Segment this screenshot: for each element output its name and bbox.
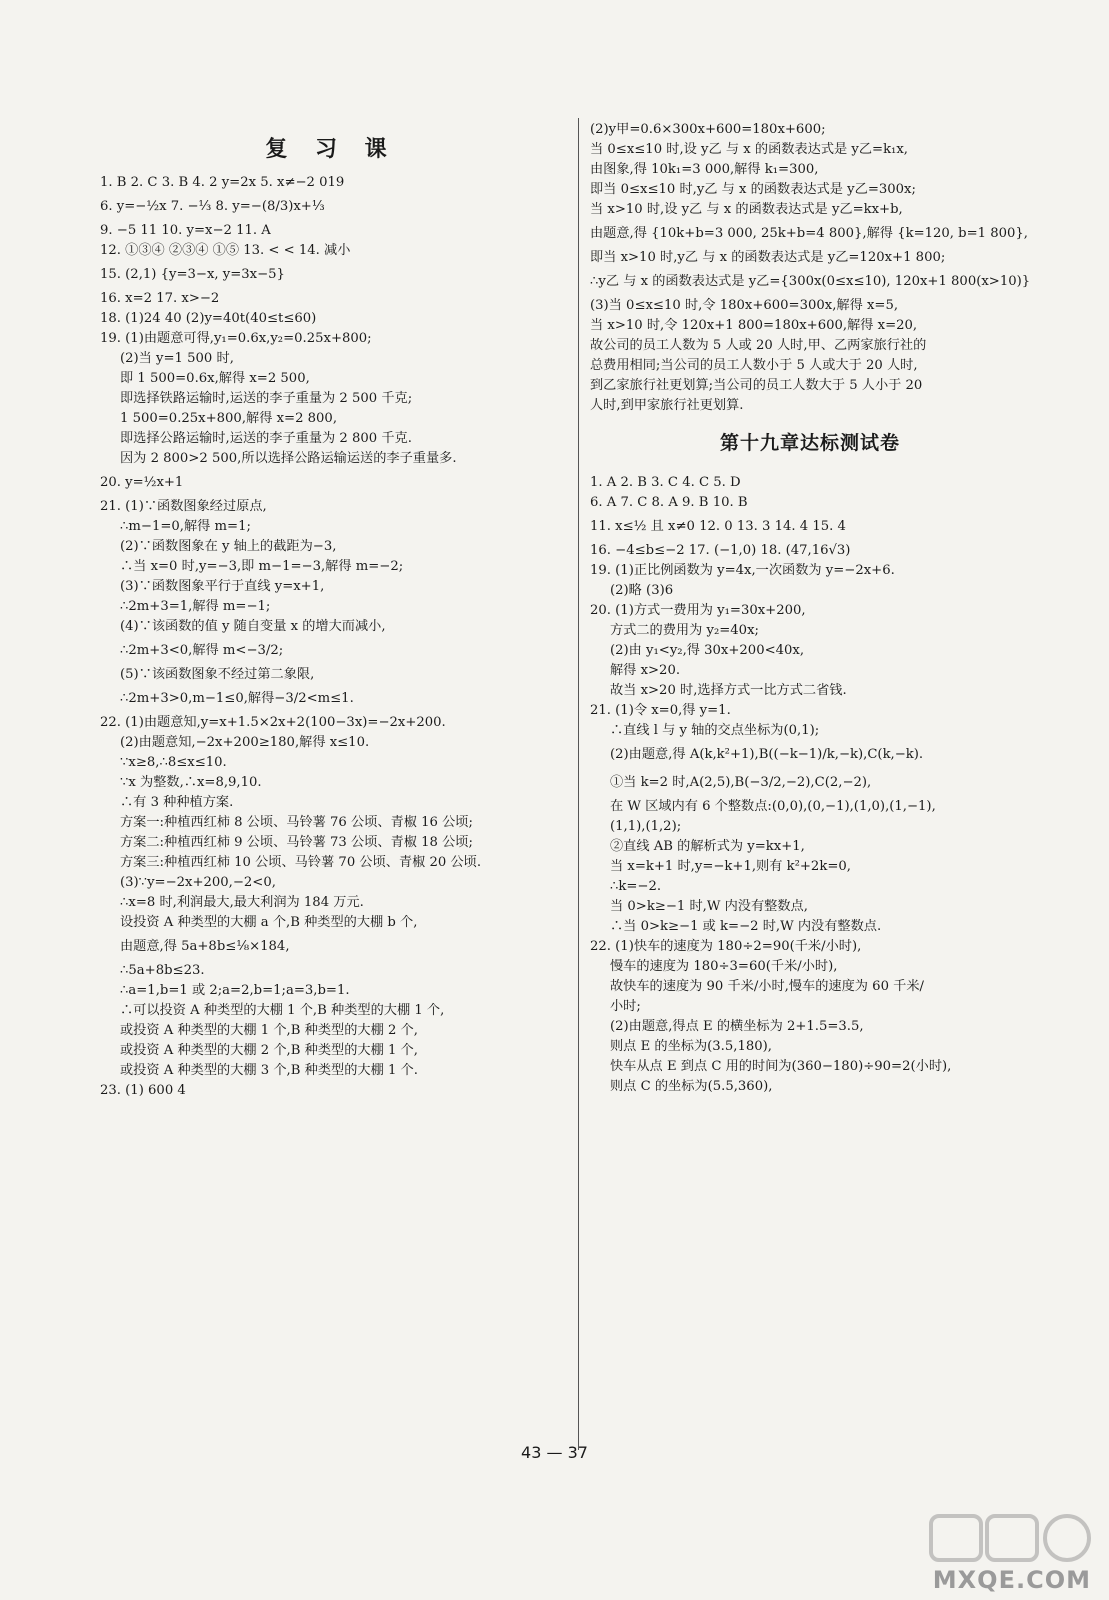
answer-line: 22. (1)由题意知,y=x+1.5×2x+2(100−3x)=−2x+200. xyxy=(100,715,446,730)
answer-line: (3)当 0≤x≤10 时,令 180x+600=300x,解得 x=5, xyxy=(590,298,899,313)
answer-line: 故当 x>20 时,选择方式一比方式二省钱. xyxy=(610,683,847,698)
answer-line: 6. y=−½x 7. −⅓ 8. y=−(8/3)x+⅓ xyxy=(100,199,325,214)
answer-line: ∴有 3 种种植方案. xyxy=(120,795,234,810)
answer-line: 在 W 区域内有 6 个整数点:(0,0),(0,−1),(1,0),(1,−1), xyxy=(610,799,936,814)
answer-line: (3)∵y=−2x+200,−2<0, xyxy=(120,875,276,890)
answer-line: 当 x=k+1 时,y=−k+1,则有 k²+2k=0, xyxy=(610,859,851,874)
answer-line: (4)∵该函数的值 y 随自变量 x 的增大而减小, xyxy=(120,619,386,634)
answer-line: 或投资 A 种类型的大棚 3 个,B 种类型的大棚 1 个. xyxy=(120,1063,418,1078)
page-number: 43 — 37 xyxy=(521,1443,588,1462)
answer-line: ∴当 0>k≥−1 或 k=−2 时,W 内没有整数点. xyxy=(610,919,882,934)
answer-line: 则点 E 的坐标为(3.5,180), xyxy=(610,1039,772,1054)
answer-line: (2)由题意知,−2x+200≥180,解得 x≤10. xyxy=(120,735,370,750)
answer-line: (5)∵该函数图象不经过第二象限, xyxy=(120,667,315,682)
answer-line: 18. (1)24 40 (2)y=40t(40≤t≤60) xyxy=(100,311,317,326)
answer-line: 由图象,得 10k₁=3 000,解得 k₁=300, xyxy=(590,162,819,177)
answer-line: 20. y=½x+1 xyxy=(100,475,184,490)
answer-line: 即当 x>10 时,y乙 与 x 的函数表达式是 y乙=120x+1 800; xyxy=(590,250,946,265)
answer-line: 方案二:种植西红柿 9 公顷、马铃薯 73 公顷、青椒 18 公顷; xyxy=(120,835,473,850)
answer-line: (2)∵函数图象在 y 轴上的截距为−3, xyxy=(120,539,337,554)
answer-line: ∴当 x=0 时,y=−3,即 m−1=−3,解得 m=−2; xyxy=(120,559,404,574)
answer-line: (3)∵函数图象平行于直线 y=x+1, xyxy=(120,579,325,594)
answer-line: 9. −5 11 10. y=x−2 11. A xyxy=(100,223,271,238)
answer-line: 由题意,得 5a+8b≤⅛×184, xyxy=(120,939,290,954)
answer-line: ∴2m+3=1,解得 m=−1; xyxy=(120,599,271,614)
answer-line: 11. x≤½ 且 x≠0 12. 0 13. 3 14. 4 15. 4 xyxy=(590,519,846,534)
answer-line: 则点 C 的坐标为(5.5,360), xyxy=(610,1079,773,1094)
answer-line: 15. (2,1) {y=3−x, y=3x−5} xyxy=(100,267,285,282)
answer-line: ∴2m+3>0,m−1≤0,解得−3/2<m≤1. xyxy=(120,691,354,706)
answer-line: 即当 0≤x≤10 时,y乙 与 x 的函数表达式是 y乙=300x; xyxy=(590,182,916,197)
answer-line: 或投资 A 种类型的大棚 1 个,B 种类型的大棚 2 个, xyxy=(120,1023,418,1038)
right-answer-lines-bottom xyxy=(590,473,1030,1097)
answer-line: 即 1 500=0.6x,解得 x=2 500, xyxy=(120,371,310,386)
answer-line: ①当 k=2 时,A(2,5),B(−3/2,−2),C(2,−2), xyxy=(610,775,872,790)
answer-line: 到乙家旅行社更划算;当公司的员工人数大于 5 人小于 20 xyxy=(590,378,923,393)
answer-line: (2)由题意,得 A(k,k²+1),B((−k−1)/k,−k),C(k,−k). xyxy=(610,747,924,762)
answer-line: 即选择公路运输时,运送的李子重量为 2 800 千克. xyxy=(120,431,412,446)
answer-line: 即选择铁路运输时,运送的李子重量为 2 500 千克; xyxy=(120,391,413,406)
answer-line: (1,1),(1,2); xyxy=(610,819,682,834)
answer-line: 因为 2 800>2 500,所以选择公路运输运送的李子重量多. xyxy=(120,451,457,466)
answer-line: 23. (1) 600 4 xyxy=(100,1083,186,1098)
answer-line: ∴5a+8b≤23. xyxy=(120,963,205,978)
answer-line: 12. ①③④ ②③④ ①⑤ 13. < < 14. 减小 xyxy=(100,243,351,258)
answer-line: 方案三:种植西红柿 10 公顷、马铃薯 70 公顷、青椒 20 公顷. xyxy=(120,855,482,870)
answer-line: 或投资 A 种类型的大棚 2 个,B 种类型的大棚 1 个, xyxy=(120,1043,418,1058)
chapter-test-title: 第十九章达标测试卷 xyxy=(719,432,900,454)
answer-line: 设投资 A 种类型的大棚 a 个,B 种类型的大棚 b 个, xyxy=(120,915,418,930)
answer-line: 21. (1)∵函数图象经过原点, xyxy=(100,499,267,514)
answer-line: 20. (1)方式一费用为 y₁=30x+200, xyxy=(590,603,806,618)
answer-line: 1. A 2. B 3. C 4. C 5. D xyxy=(590,475,741,490)
answer-line: ∴2m+3<0,解得 m<−3/2; xyxy=(120,643,284,658)
answer-line: (2)当 y=1 500 时, xyxy=(120,351,234,366)
answer-line: ∴直线 l 与 y 轴的交点坐标为(0,1); xyxy=(610,723,820,738)
answer-line: 总费用相同;当公司的员工人数小于 5 人或大于 20 人时, xyxy=(590,358,918,373)
answer-line: 当 0≤x≤10 时,设 y乙 与 x 的函数表达式是 y乙=k₁x, xyxy=(590,142,908,157)
answer-line: 故公司的员工人数为 5 人或 20 人时,甲、乙两家旅行社的 xyxy=(590,338,927,353)
answer-line: ∴x=8 时,利润最大,最大利润为 184 万元. xyxy=(120,895,364,910)
answer-line: 19. (1)由题意可得,y₁=0.6x,y₂=0.25x+800; xyxy=(100,331,372,346)
left-column xyxy=(100,112,562,1101)
answer-line: (2)略 (3)6 xyxy=(610,583,674,598)
answer-line: 16. −4≤b≤−2 17. (−1,0) 18. (47,16√3) xyxy=(590,543,851,558)
answer-line: 由题意,得 {10k+b=3 000, 25k+b=4 800},解得 {k=120, b=1 800}, xyxy=(590,226,1029,241)
answer-line: ∴y乙 与 x 的函数表达式是 y乙={300x(0≤x≤10), 120x+1 800(x>10)} xyxy=(590,274,1031,289)
answer-line: 21. (1)令 x=0,得 y=1. xyxy=(590,703,731,718)
watermark-text: MXQE.COM xyxy=(932,1566,1091,1594)
answer-line: 方式二的费用为 y₂=40x; xyxy=(610,623,759,638)
answer-line: 1. B 2. C 3. B 4. 2 y=2x 5. x≠−2 019 xyxy=(100,175,345,190)
right-column xyxy=(590,120,1030,1097)
answer-line: ②直线 AB 的解析式为 y=kx+1, xyxy=(610,839,805,854)
answer-line: 1 500=0.25x+800,解得 x=2 800, xyxy=(120,411,338,426)
answer-line: 6. A 7. C 8. A 9. B 10. B xyxy=(590,495,748,510)
left-answer-lines xyxy=(100,173,562,1101)
answer-line: ∴可以投资 A 种类型的大棚 1 个,B 种类型的大棚 1 个, xyxy=(120,1003,445,1018)
answer-line: ∵x 为整数,∴x=8,9,10. xyxy=(120,775,262,790)
right-answer-lines-top xyxy=(590,120,1030,416)
answer-line: 故快车的速度为 90 千米/小时,慢车的速度为 60 千米/ xyxy=(610,979,924,994)
answer-line: (2)由 y₁<y₂,得 30x+200<40x, xyxy=(610,643,805,658)
answer-line: 快车从点 E 到点 C 用的时间为(360−180)÷90=2(小时), xyxy=(610,1059,952,1074)
answer-line: (2)由题意,得点 E 的横坐标为 2+1.5=3.5, xyxy=(610,1019,864,1034)
answer-line: ∴a=1,b=1 或 2;a=2,b=1;a=3,b=1. xyxy=(120,983,350,998)
answer-line: (2)y甲=0.6×300x+600=180x+600; xyxy=(590,122,826,137)
column-divider xyxy=(578,118,579,1450)
answer-line: 慢车的速度为 180÷3=60(千米/小时), xyxy=(610,959,838,974)
answer-line: ∴k=−2. xyxy=(610,879,662,894)
answer-line: 人时,到甲家旅行社更划算. xyxy=(590,398,744,413)
answer-line: 当 0>k≥−1 时,W 内没有整数点, xyxy=(610,899,808,914)
answer-line: 16. x=2 17. x>−2 xyxy=(100,291,220,306)
answer-line: 方案一:种植西红柿 8 公顷、马铃薯 76 公顷、青椒 16 公顷; xyxy=(120,815,473,830)
answer-line: ∵x≥8,∴8≤x≤10. xyxy=(120,755,227,770)
answer-line: 19. (1)正比例函数为 y=4x,一次函数为 y=−2x+6. xyxy=(590,563,895,578)
answer-line: 解得 x>20. xyxy=(610,663,681,678)
watermark-logo-icon xyxy=(927,1512,1097,1564)
answer-line: ∴m−1=0,解得 m=1; xyxy=(120,519,251,534)
answer-line: 当 x>10 时,设 y乙 与 x 的函数表达式是 y乙=kx+b, xyxy=(590,202,903,217)
answer-line: 当 x>10 时,令 120x+1 800=180x+600,解得 x=20, xyxy=(590,318,918,333)
answer-line: 小时; xyxy=(610,999,641,1014)
review-title: 复 习 课 xyxy=(265,137,397,162)
answer-line: 22. (1)快车的速度为 180÷2=90(千米/小时), xyxy=(590,939,862,954)
